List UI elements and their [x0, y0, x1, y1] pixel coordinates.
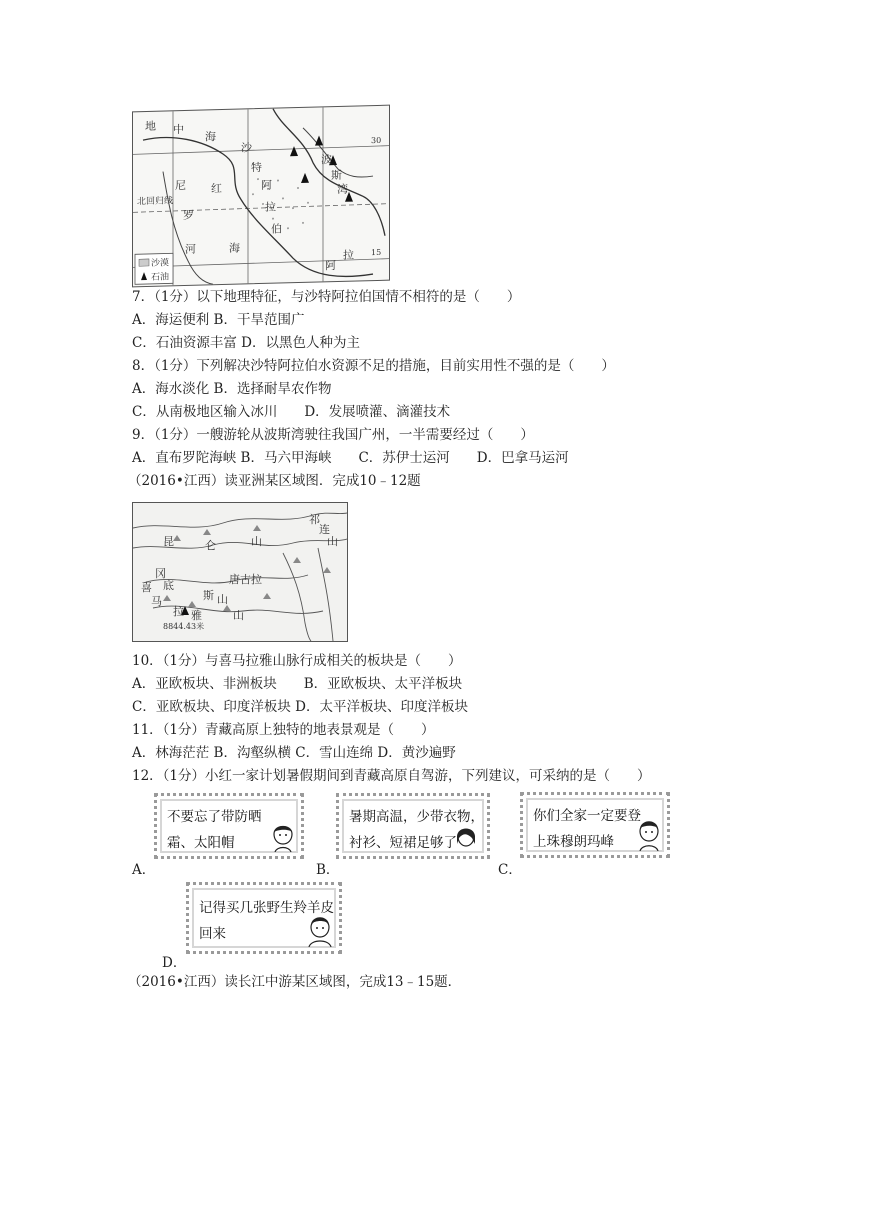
map1-label: 罗: [183, 208, 194, 223]
asia-region-map: [132, 502, 348, 642]
q11-options: A．林海茫茫 B．沟壑纵横 C．雪山连绵 D．黄沙遍野: [132, 745, 456, 761]
map2-label: 山: [327, 535, 338, 548]
q10-stem: 10．（1分）与喜马拉雅山脉行成相关的板块是（ ）: [132, 653, 462, 669]
legend-desert-label: 沙漠: [151, 258, 170, 269]
map1-label: 拉: [343, 248, 354, 262]
q12-option-d-text: 记得买几张野生羚羊皮回来: [199, 900, 334, 942]
q12-option-b-letter: B．: [316, 862, 340, 878]
q7-options-ab: A．海运便利 B．干旱范围广: [132, 312, 305, 328]
q12-option-d-card: [186, 882, 342, 954]
map2-label: 昆: [163, 535, 174, 548]
map2-label: 唐古拉: [229, 573, 262, 586]
map2-label: 连: [319, 523, 330, 536]
map2-label: 山: [251, 535, 262, 548]
q12-stem: 12．（1分）小红一家计划暑假期间到青藏高原自驾游，下列建议，可采纳的是（ ）: [132, 768, 651, 784]
map1-label: 地: [145, 119, 156, 134]
lat-30-label: 30: [371, 135, 382, 146]
q12-option-c-text: 你们全家一定要登上珠穆朗玛峰: [533, 808, 641, 850]
q12-option-c-letter: C．: [498, 862, 522, 878]
map1-label: 阿: [325, 259, 336, 273]
person-icon: [307, 913, 333, 947]
q7-options-cd: C．石油资源丰富 D．以黑色人种为主: [132, 335, 360, 351]
map2-label: 山: [217, 593, 228, 606]
tropic-label: 北回归线: [137, 196, 174, 208]
map1-label: 沙: [241, 141, 252, 155]
q10-options-ab: A．亚欧板块、非洲板块 B．亚欧板块、太平洋板块: [132, 676, 463, 692]
map1-label: 红: [211, 182, 222, 196]
q12-option-b-text: 暑期高温，少带衣物，衬衫、短裙足够了: [349, 809, 484, 851]
q12-option-a-letter: A．: [132, 862, 156, 878]
map1-label: 阿: [261, 178, 272, 192]
map1-label: 河: [185, 242, 196, 256]
section-intro-10-12: （2016•江西）读亚洲某区域图．完成10﹣12题: [128, 473, 421, 489]
map1-label: 尼: [175, 178, 186, 193]
q12-option-a-card: [154, 793, 304, 859]
q8-options-ab: A．海水淡化 B．选择耐旱农作物: [132, 381, 332, 397]
map2-label: 喜: [141, 581, 152, 594]
q12-option-a-text: 不要忘了带防晒霜、太阳帽: [167, 809, 262, 851]
saudi-arabia-map: [132, 105, 390, 288]
person-icon: [271, 820, 295, 852]
map2-label: 斯: [203, 589, 214, 602]
section-intro-13-15: （2016•江西）读长江中游某区域图，完成13﹣15题．: [128, 974, 462, 990]
q12-option-d-letter: D．: [162, 955, 187, 971]
map2-label: 雅: [191, 609, 202, 622]
q11-stem: 11．（1分）青藏高原上独特的地表景观是（ ）: [132, 722, 435, 738]
map2-label: 山: [233, 609, 244, 622]
person-icon: [455, 824, 477, 852]
q9-stem: 9．（1分）一艘游轮从波斯湾驶往我国广州，一半需要经过（ ）: [132, 427, 534, 443]
map1-label: 斯: [331, 168, 342, 183]
q7-stem: 7．（1分）以下地理特征，与沙特阿拉伯国情不相符的是（ ）: [132, 289, 521, 305]
map1-label: 海: [229, 241, 240, 255]
map1-label: 海: [205, 130, 216, 144]
q12-option-b-card: [336, 793, 490, 859]
map1-label: 特: [251, 160, 262, 175]
legend-oil-label: 石油: [151, 272, 170, 283]
map2-label: 祁: [309, 513, 320, 526]
map2-label: 拉: [173, 605, 184, 618]
q10-options-cd: C．亚欧板块、印度洋板块 D．太平洋板块、印度洋板块: [132, 699, 468, 715]
q9-options: A．直布罗陀海峡 B．马六甲海峡 C．苏伊士运河 D．巴拿马运河: [132, 450, 569, 466]
lat-15-label: 15: [371, 247, 382, 258]
q8-options-cd: C．从南极地区输入冰川 D．发展喷灌、滴灌技术: [132, 404, 451, 420]
map2-label: 冈: [155, 567, 166, 580]
person-icon: [637, 817, 661, 851]
map2-label: 马: [151, 595, 162, 608]
map1-label: 伯: [271, 222, 282, 236]
map1-label: 湾: [337, 182, 348, 197]
map1-label: 中: [173, 123, 184, 137]
q12-option-c-card: [520, 792, 670, 858]
map1-label: 波: [321, 153, 332, 167]
everest-elevation-label: 8844.43米: [163, 622, 205, 631]
map1-label: 拉: [265, 200, 276, 214]
map2-label: 底: [163, 579, 174, 592]
q8-stem: 8．（1分）下列解决沙特阿拉伯水资源不足的措施，目前实用性不强的是（ ）: [132, 358, 615, 374]
map2-label: 仑: [205, 539, 216, 552]
